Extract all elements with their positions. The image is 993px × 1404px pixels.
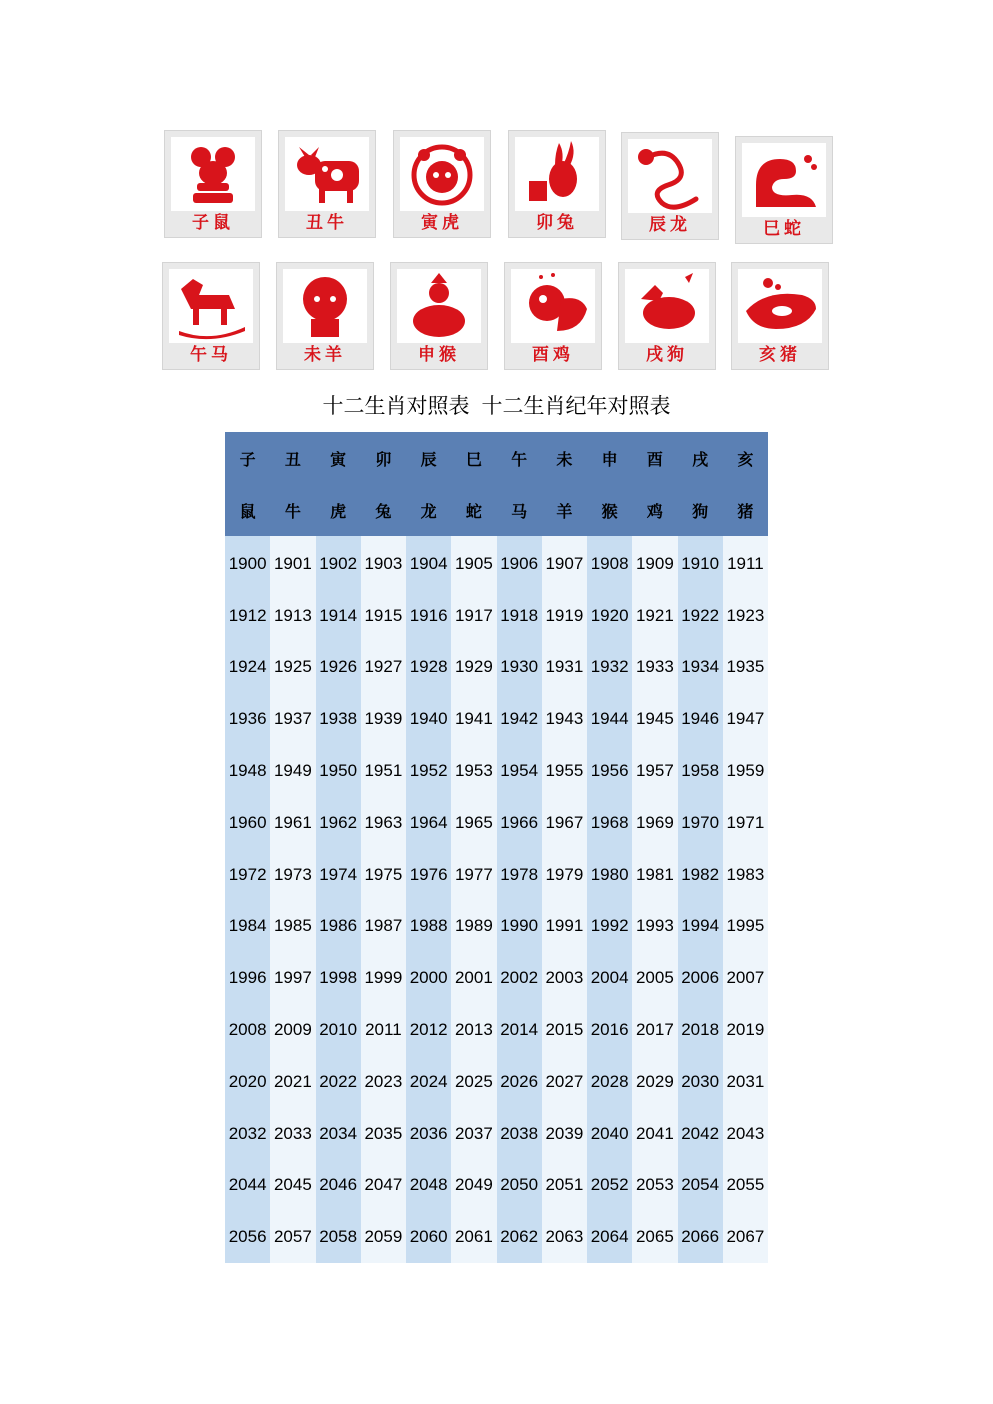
table-row — [225, 745, 768, 797]
year-cell: 2057 — [270, 1211, 315, 1263]
year-cell: 1907 — [542, 536, 587, 590]
year-cell: 2029 — [632, 1056, 677, 1108]
zodiac-image-grid — [0, 0, 993, 380]
table-row — [225, 693, 768, 745]
year-cell: 1931 — [542, 642, 587, 694]
zodiac-tile-rabbit — [508, 130, 606, 238]
year-cell: 2048 — [406, 1160, 451, 1212]
year-cell: 1987 — [361, 901, 406, 953]
rabbit-icon — [515, 137, 599, 211]
year-cell: 1949 — [270, 745, 315, 797]
year-cell: 2053 — [632, 1160, 677, 1212]
year-cell: 2041 — [632, 1108, 677, 1160]
year-cell: 1930 — [497, 642, 542, 694]
year-cell: 2020 — [225, 1056, 270, 1108]
year-cell: 1924 — [225, 642, 270, 694]
zodiac-label: 寅虎 — [421, 213, 463, 233]
year-cell: 1961 — [270, 797, 315, 849]
year-cell: 1946 — [678, 693, 723, 745]
year-cell: 1944 — [587, 693, 632, 745]
year-cell: 1923 — [723, 590, 768, 642]
year-cell: 2025 — [451, 1056, 496, 1108]
year-cell: 2042 — [678, 1108, 723, 1160]
header-cell-animal: 兔 — [361, 484, 406, 536]
year-cell: 1918 — [497, 590, 542, 642]
year-cell: 2000 — [406, 952, 451, 1004]
year-cell: 1915 — [361, 590, 406, 642]
year-cell: 1983 — [723, 849, 768, 901]
year-cell: 1939 — [361, 693, 406, 745]
year-cell: 1989 — [451, 901, 496, 953]
year-cell: 2067 — [723, 1211, 768, 1263]
year-cell: 2040 — [587, 1108, 632, 1160]
year-cell: 2058 — [316, 1211, 361, 1263]
zodiac-tile-ox — [278, 130, 376, 238]
year-cell: 2022 — [316, 1056, 361, 1108]
table-row — [225, 642, 768, 694]
year-cell: 1932 — [587, 642, 632, 694]
header-cell-animal: 龙 — [406, 484, 451, 536]
year-cell: 1910 — [678, 536, 723, 590]
year-cell: 1956 — [587, 745, 632, 797]
year-cell: 2050 — [497, 1160, 542, 1212]
zodiac-label: 亥猪 — [759, 345, 801, 365]
year-cell: 2065 — [632, 1211, 677, 1263]
header-cell-branch: 酉 — [632, 432, 677, 484]
goat-icon — [283, 269, 367, 343]
table-row — [225, 590, 768, 642]
year-cell: 1975 — [361, 849, 406, 901]
table-row — [225, 1056, 768, 1108]
year-cell: 2054 — [678, 1160, 723, 1212]
year-cell: 1959 — [723, 745, 768, 797]
year-cell: 2035 — [361, 1108, 406, 1160]
zodiac-label: 子鼠 — [192, 213, 234, 233]
header-cell-branch: 午 — [497, 432, 542, 484]
year-cell: 1904 — [406, 536, 451, 590]
year-cell: 2004 — [587, 952, 632, 1004]
dog-icon — [625, 269, 709, 343]
year-cell: 1969 — [632, 797, 677, 849]
year-cell: 2019 — [723, 1004, 768, 1056]
year-cell: 1976 — [406, 849, 451, 901]
year-cell: 1929 — [451, 642, 496, 694]
zodiac-tile-rooster — [504, 262, 602, 370]
year-cell: 1965 — [451, 797, 496, 849]
zodiac-tile-horse — [162, 262, 260, 370]
year-cell: 1901 — [270, 536, 315, 590]
zodiac-label: 卯兔 — [536, 213, 578, 233]
table-row — [225, 797, 768, 849]
year-cell: 1979 — [542, 849, 587, 901]
header-cell-animal: 狗 — [678, 484, 723, 536]
table-row — [225, 1211, 768, 1263]
year-cell: 1986 — [316, 901, 361, 953]
year-cell: 2014 — [497, 1004, 542, 1056]
year-cell: 1911 — [723, 536, 768, 590]
year-cell: 2036 — [406, 1108, 451, 1160]
year-cell: 1919 — [542, 590, 587, 642]
tiger-icon — [400, 137, 484, 211]
header-cell-branch: 辰 — [406, 432, 451, 484]
year-cell: 2037 — [451, 1108, 496, 1160]
year-cell: 2005 — [632, 952, 677, 1004]
year-cell: 2016 — [587, 1004, 632, 1056]
zodiac-tile-pig — [731, 262, 829, 370]
year-cell: 2027 — [542, 1056, 587, 1108]
year-cell: 1996 — [225, 952, 270, 1004]
year-cell: 1992 — [587, 901, 632, 953]
year-cell: 1980 — [587, 849, 632, 901]
year-cell: 1922 — [678, 590, 723, 642]
year-cell: 2064 — [587, 1211, 632, 1263]
pig-icon — [738, 269, 822, 343]
year-cell: 2044 — [225, 1160, 270, 1212]
year-cell: 2043 — [723, 1108, 768, 1160]
year-cell: 1900 — [225, 536, 270, 590]
year-cell: 1997 — [270, 952, 315, 1004]
year-cell: 1988 — [406, 901, 451, 953]
table-row — [225, 536, 768, 590]
year-cell: 2051 — [542, 1160, 587, 1212]
year-cell: 1978 — [497, 849, 542, 901]
year-cell: 1934 — [678, 642, 723, 694]
year-cell: 1937 — [270, 693, 315, 745]
zodiac-tile-dog — [618, 262, 716, 370]
year-cell: 2015 — [542, 1004, 587, 1056]
year-cell: 2059 — [361, 1211, 406, 1263]
header-cell-animal: 虎 — [316, 484, 361, 536]
year-cell: 1948 — [225, 745, 270, 797]
year-cell: 2030 — [678, 1056, 723, 1108]
year-cell: 1964 — [406, 797, 451, 849]
year-cell: 1926 — [316, 642, 361, 694]
rooster-icon — [511, 269, 595, 343]
table-row — [225, 952, 768, 1004]
year-cell: 2009 — [270, 1004, 315, 1056]
header-cell-branch: 巳 — [451, 432, 496, 484]
year-cell: 1970 — [678, 797, 723, 849]
year-cell: 1940 — [406, 693, 451, 745]
year-cell: 1933 — [632, 642, 677, 694]
year-cell: 1967 — [542, 797, 587, 849]
year-cell: 1905 — [451, 536, 496, 590]
year-cell: 2032 — [225, 1108, 270, 1160]
year-cell: 1903 — [361, 536, 406, 590]
year-cell: 1942 — [497, 693, 542, 745]
year-cell: 2021 — [270, 1056, 315, 1108]
zodiac-label: 申猴 — [418, 345, 460, 365]
header-cell-branch: 亥 — [723, 432, 768, 484]
year-cell: 2055 — [723, 1160, 768, 1212]
header-cell-animal: 羊 — [542, 484, 587, 536]
year-cell: 1995 — [723, 901, 768, 953]
year-cell: 1954 — [497, 745, 542, 797]
year-cell: 1962 — [316, 797, 361, 849]
year-cell: 1955 — [542, 745, 587, 797]
header-cell-animal: 牛 — [270, 484, 315, 536]
monkey-icon — [397, 269, 481, 343]
year-cell: 1977 — [451, 849, 496, 901]
header-cell-branch: 未 — [542, 432, 587, 484]
year-cell: 2034 — [316, 1108, 361, 1160]
dragon-icon — [628, 139, 712, 213]
year-cell: 1952 — [406, 745, 451, 797]
year-cell: 2003 — [542, 952, 587, 1004]
year-cell: 2024 — [406, 1056, 451, 1108]
year-cell: 1909 — [632, 536, 677, 590]
year-cell: 1998 — [316, 952, 361, 1004]
year-cell: 2049 — [451, 1160, 496, 1212]
year-cell: 1916 — [406, 590, 451, 642]
year-cell: 1908 — [587, 536, 632, 590]
zodiac-label: 午马 — [190, 345, 232, 365]
year-cell: 2012 — [406, 1004, 451, 1056]
year-cell: 2013 — [451, 1004, 496, 1056]
year-cell: 1973 — [270, 849, 315, 901]
year-cell: 1943 — [542, 693, 587, 745]
year-cell: 1945 — [632, 693, 677, 745]
year-cell: 2063 — [542, 1211, 587, 1263]
table-row — [225, 1160, 768, 1212]
heading-part-2: 十二生肖纪年对照表 — [481, 394, 671, 418]
year-cell: 1963 — [361, 797, 406, 849]
year-cell: 2038 — [497, 1108, 542, 1160]
zodiac-label: 未羊 — [304, 345, 346, 365]
page-heading — [0, 390, 993, 420]
zodiac-tile-monkey — [390, 262, 488, 370]
zodiac-tile-rat — [164, 130, 262, 238]
year-cell: 1968 — [587, 797, 632, 849]
year-cell: 1951 — [361, 745, 406, 797]
year-cell: 2066 — [678, 1211, 723, 1263]
zodiac-label: 辰龙 — [649, 215, 691, 235]
year-cell: 1985 — [270, 901, 315, 953]
table-row — [225, 1004, 768, 1056]
year-cell: 2007 — [723, 952, 768, 1004]
header-cell-animal: 鸡 — [632, 484, 677, 536]
year-cell: 1994 — [678, 901, 723, 953]
year-cell: 1925 — [270, 642, 315, 694]
header-cell-animal: 鼠 — [225, 484, 270, 536]
year-cell: 1957 — [632, 745, 677, 797]
year-cell: 1935 — [723, 642, 768, 694]
year-cell: 1966 — [497, 797, 542, 849]
year-cell: 2023 — [361, 1056, 406, 1108]
year-cell: 1984 — [225, 901, 270, 953]
zodiac-label: 戌狗 — [646, 345, 688, 365]
header-row-branch — [225, 432, 768, 484]
header-cell-branch: 子 — [225, 432, 270, 484]
zodiac-tile-snake — [735, 136, 833, 244]
year-cell: 1928 — [406, 642, 451, 694]
header-row-animal — [225, 484, 768, 536]
zodiac-tile-tiger — [393, 130, 491, 238]
year-cell: 1902 — [316, 536, 361, 590]
year-cell: 1947 — [723, 693, 768, 745]
year-cell: 1974 — [316, 849, 361, 901]
heading-part-1: 十二生肖对照表 — [322, 394, 470, 418]
header-cell-animal: 猴 — [587, 484, 632, 536]
zodiac-tile-goat — [276, 262, 374, 370]
year-cell: 1917 — [451, 590, 496, 642]
year-cell: 2061 — [451, 1211, 496, 1263]
header-cell-branch: 寅 — [316, 432, 361, 484]
zodiac-tile-dragon — [621, 132, 719, 240]
year-cell: 1941 — [451, 693, 496, 745]
year-cell: 1982 — [678, 849, 723, 901]
year-cell: 2018 — [678, 1004, 723, 1056]
year-cell: 2056 — [225, 1211, 270, 1263]
year-cell: 1950 — [316, 745, 361, 797]
year-cell: 1936 — [225, 693, 270, 745]
year-cell: 1914 — [316, 590, 361, 642]
year-cell: 2017 — [632, 1004, 677, 1056]
year-cell: 1972 — [225, 849, 270, 901]
year-cell: 2052 — [587, 1160, 632, 1212]
year-cell: 2039 — [542, 1108, 587, 1160]
year-cell: 2031 — [723, 1056, 768, 1108]
year-cell: 2045 — [270, 1160, 315, 1212]
zodiac-label: 巳蛇 — [763, 219, 805, 239]
table-row — [225, 1108, 768, 1160]
header-cell-branch: 戌 — [678, 432, 723, 484]
year-cell: 1927 — [361, 642, 406, 694]
header-cell-animal: 猪 — [723, 484, 768, 536]
year-cell: 1953 — [451, 745, 496, 797]
snake-icon — [742, 143, 826, 217]
header-cell-animal: 蛇 — [451, 484, 496, 536]
year-cell: 1913 — [270, 590, 315, 642]
year-cell: 1912 — [225, 590, 270, 642]
year-cell: 1906 — [497, 536, 542, 590]
horse-icon — [169, 269, 253, 343]
year-cell: 1921 — [632, 590, 677, 642]
year-cell: 2002 — [497, 952, 542, 1004]
rat-icon — [171, 137, 255, 211]
header-cell-branch: 丑 — [270, 432, 315, 484]
year-cell: 2060 — [406, 1211, 451, 1263]
year-cell: 1999 — [361, 952, 406, 1004]
ox-icon — [285, 137, 369, 211]
year-cell: 2026 — [497, 1056, 542, 1108]
year-cell: 1938 — [316, 693, 361, 745]
year-cell: 2010 — [316, 1004, 361, 1056]
header-cell-branch: 申 — [587, 432, 632, 484]
zodiac-label: 酉鸡 — [532, 345, 574, 365]
year-cell: 2028 — [587, 1056, 632, 1108]
year-cell: 2011 — [361, 1004, 406, 1056]
year-cell: 2047 — [361, 1160, 406, 1212]
year-cell: 1958 — [678, 745, 723, 797]
year-cell: 2008 — [225, 1004, 270, 1056]
year-cell: 1993 — [632, 901, 677, 953]
year-cell: 1990 — [497, 901, 542, 953]
zodiac-year-table — [225, 432, 768, 1263]
header-cell-animal: 马 — [497, 484, 542, 536]
header-cell-branch: 卯 — [361, 432, 406, 484]
year-cell: 1991 — [542, 901, 587, 953]
zodiac-label: 丑牛 — [306, 213, 348, 233]
table-row — [225, 849, 768, 901]
table-row — [225, 901, 768, 953]
year-cell: 1920 — [587, 590, 632, 642]
year-cell: 2033 — [270, 1108, 315, 1160]
year-cell: 2062 — [497, 1211, 542, 1263]
year-cell: 2046 — [316, 1160, 361, 1212]
year-cell: 1960 — [225, 797, 270, 849]
year-cell: 2001 — [451, 952, 496, 1004]
year-cell: 1971 — [723, 797, 768, 849]
year-cell: 1981 — [632, 849, 677, 901]
year-cell: 2006 — [678, 952, 723, 1004]
